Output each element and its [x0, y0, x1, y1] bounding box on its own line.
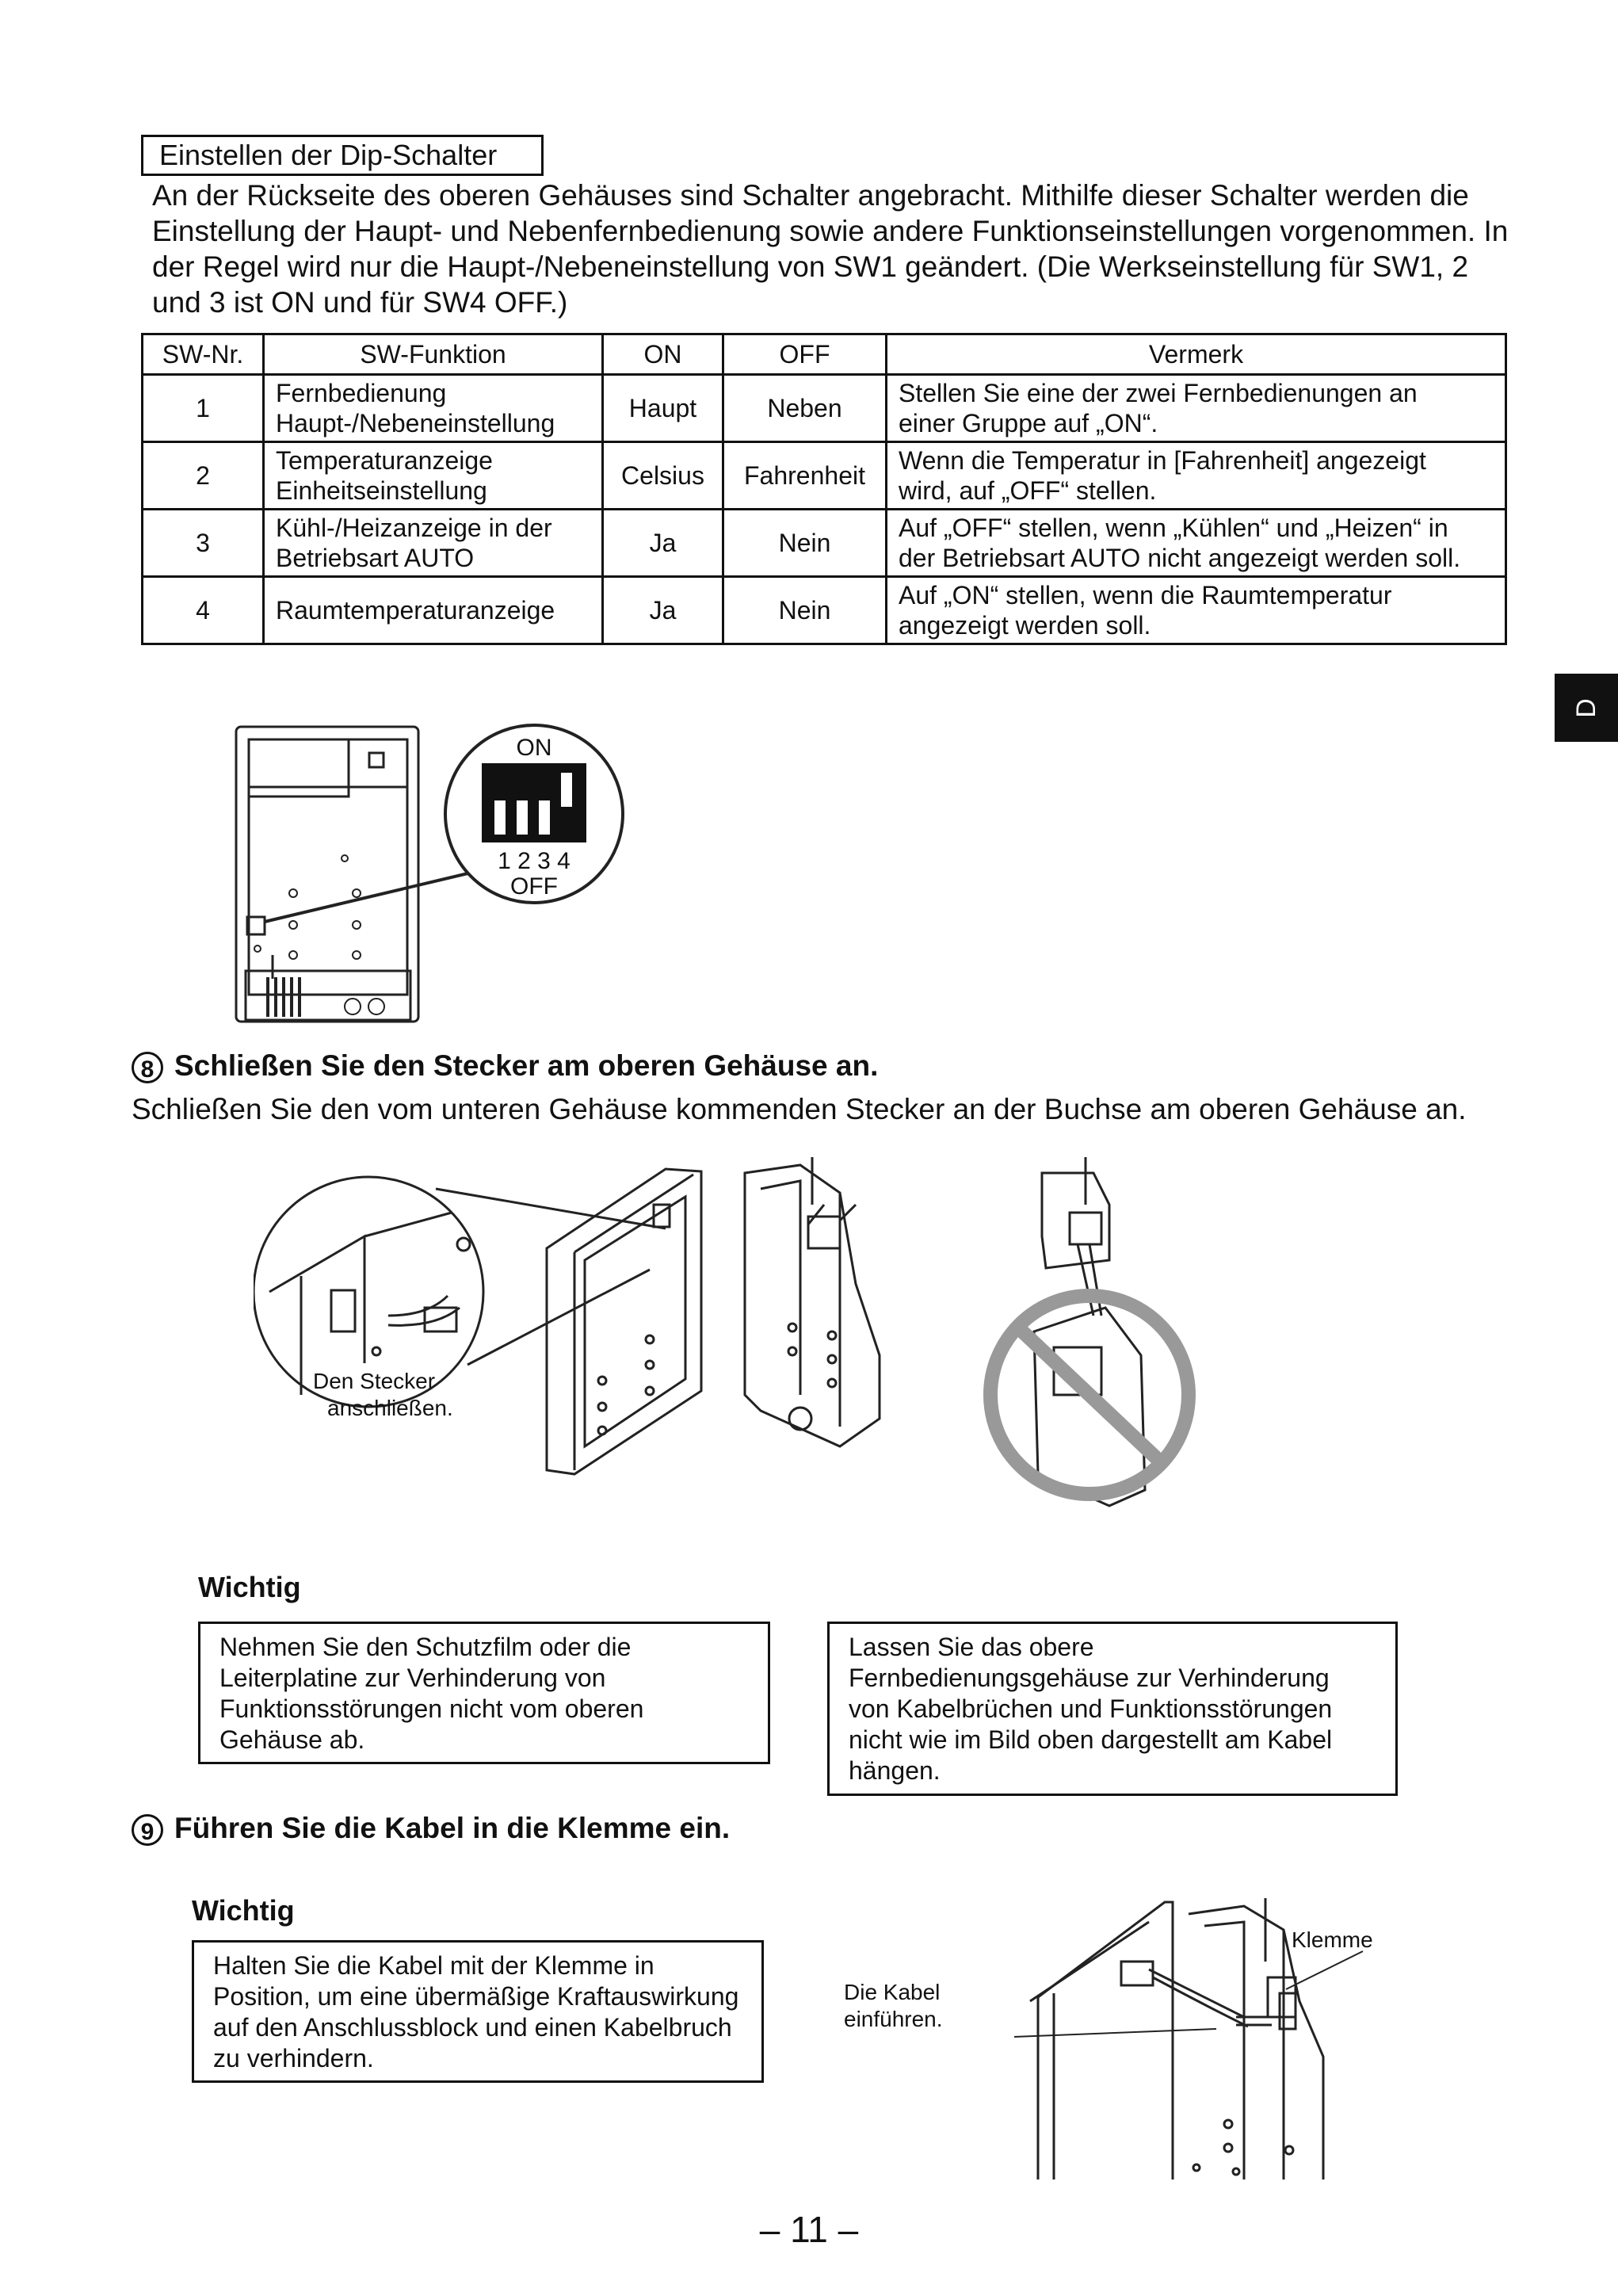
cell-off: Nein	[723, 577, 887, 644]
label-kabel-line2: einführen.	[844, 2007, 943, 2031]
cell-note-line: angezeigt werden soll.	[899, 611, 1151, 640]
cell-note-line: einer Gruppe auf „ON“.	[899, 409, 1158, 437]
intro-text: An der Rückseite des oberen Gehäuses sind Schalter angebracht. Mithilfe dieser Schalter werden die Einstellung der Haupt- und Nebenfernbedienung sowie andere Funktionseinstellungen vorgenommen. In der Regel wird nur die Haupt-/Nebeneinstellung von SW1 geändert. (Die Werkseinstellung für SW1, 2 und 3 ist ON und für SW4 OFF.)	[152, 179, 1509, 319]
table-row	[143, 442, 1506, 510]
header-sw-funktion: SW-Funktion	[264, 334, 603, 375]
cell-function-line: Raumtemperaturanzeige	[276, 596, 555, 625]
cell-function-line: Betriebsart AUTO	[276, 544, 475, 572]
cell-off: Nein	[723, 510, 887, 577]
cell-function	[264, 375, 603, 442]
cell-nr: 3	[143, 510, 264, 577]
cell-note-line: wird, auf „OFF“ stellen.	[899, 476, 1157, 505]
cell-note-line: Auf „OFF“ stellen, wenn „Kühlen“ und „Heizen“ in	[899, 514, 1448, 542]
step9-number: 9	[132, 1814, 163, 1846]
label-klemme: Klemme	[1292, 1927, 1373, 1952]
table-header-row	[143, 334, 1506, 375]
cell-nr: 1	[143, 375, 264, 442]
step8-caption-line1: Den Stecker	[313, 1369, 436, 1393]
table-row	[143, 375, 1506, 442]
cell-function-line: Kühl-/Heizanzeige in der	[276, 514, 552, 542]
dip-on-label: ON	[516, 735, 552, 761]
dip-switch-illustration	[230, 717, 626, 1034]
step8-heading	[132, 1049, 878, 1083]
cell-function	[264, 577, 603, 644]
cell-note	[887, 442, 1506, 510]
header-off: OFF	[723, 334, 887, 375]
cell-note	[887, 375, 1506, 442]
cell-off: Fahrenheit	[723, 442, 887, 510]
cell-note	[887, 577, 1506, 644]
wichtig-label-2: Wichtig	[192, 1894, 295, 1927]
table-row	[143, 577, 1506, 644]
cell-note-line: Auf „ON“ stellen, wenn die Raumtemperatur	[899, 581, 1392, 609]
chapter-tab	[1555, 674, 1618, 742]
clamp-illustration	[840, 1898, 1442, 2183]
step8-title: Schließen Sie den Stecker am oberen Gehäuse an.	[174, 1049, 879, 1082]
cell-nr: 4	[143, 577, 264, 644]
cell-off: Neben	[723, 375, 887, 442]
cell-nr: 2	[143, 442, 264, 510]
note-step9: Halten Sie die Kabel mit der Klemme in Position, um eine übermäßige Kraftauswirkung auf den Anschlussblock und einen Kabelbruch zu verhindern.	[192, 1940, 764, 2083]
table-row	[143, 510, 1506, 577]
chapter-tab-label: D	[1570, 697, 1601, 718]
wichtig-label: Wichtig	[198, 1571, 301, 1603]
cell-note	[887, 510, 1506, 577]
cell-note-line: der Betriebsart AUTO nicht angezeigt werden soll.	[899, 544, 1461, 572]
cell-function-line: Temperaturanzeige	[276, 446, 493, 475]
connector-illustration	[254, 1157, 1228, 1522]
dip-off-label: OFF	[510, 873, 558, 900]
cell-on: Ja	[603, 577, 723, 644]
step9-heading	[132, 1812, 730, 1846]
cell-on: Haupt	[603, 375, 723, 442]
cell-function-line: Fernbedienung	[276, 379, 447, 407]
note-right: Lassen Sie das obere Fernbedienungsgehäuse zur Verhinderung von Kabelbrüchen und Funktionsstörungen nicht wie im Bild oben dargestellt am Kabel hängen.	[827, 1622, 1398, 1796]
cell-function	[264, 442, 603, 510]
step9-title: Führen Sie die Kabel in die Klemme ein.	[174, 1812, 731, 1844]
note-left: Nehmen Sie den Schutzfilm oder die Leiterplatine zur Verhinderung von Funktionsstörungen nicht vom oberen Gehäuse ab.	[198, 1622, 770, 1764]
step8-number: 8	[132, 1052, 163, 1083]
cell-on: Celsius	[603, 442, 723, 510]
step8-caption-line2: anschließen.	[327, 1396, 453, 1420]
cell-note-line: Stellen Sie eine der zwei Fernbedienungen an	[899, 379, 1418, 407]
header-vermerk: Vermerk	[887, 334, 1506, 375]
header-on: ON	[603, 334, 723, 375]
cell-function-line: Haupt-/Nebeneinstellung	[276, 409, 555, 437]
cell-function-line: Einheitseinstellung	[276, 476, 487, 505]
dip-numbers-label: 1 2 3 4	[498, 848, 570, 874]
cell-function	[264, 510, 603, 577]
header-sw-nr: SW-Nr.	[143, 334, 264, 375]
dip-switch-table	[141, 333, 1507, 645]
step8-text: Schließen Sie den vom unteren Gehäuse kommenden Stecker an der Buchse am oberen Gehäuse an.	[132, 1093, 1467, 1125]
cell-on: Ja	[603, 510, 723, 577]
section-title: Einstellen der Dip-Schalter	[141, 135, 544, 176]
label-kabel-line1: Die Kabel	[844, 1980, 941, 2004]
page-number: – 11 –	[759, 2209, 859, 2250]
cell-note-line: Wenn die Temperatur in [Fahrenheit] angezeigt	[899, 446, 1426, 475]
